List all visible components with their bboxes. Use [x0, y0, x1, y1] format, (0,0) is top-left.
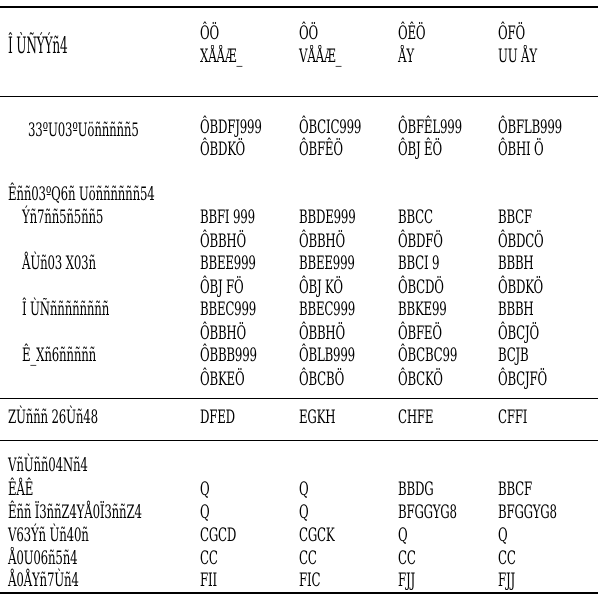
footer-value: BBDG: [398, 478, 434, 500]
row-value: BBKE99: [398, 298, 447, 320]
obs-value: CFFI: [498, 406, 528, 428]
obs-value: DFED: [200, 406, 235, 428]
footer-value: Q: [200, 478, 210, 500]
row-value: ÔBFEÖ: [398, 322, 442, 344]
header-col3-a: ÔÊÖ: [398, 22, 426, 44]
footer-value: FJJ: [398, 569, 416, 591]
footer-value: CC: [398, 547, 416, 569]
row-value: ÔBDFJ999: [200, 116, 262, 138]
row-value: ÔBCDÖ: [398, 276, 444, 298]
row-value: ÔBDKÖ: [498, 276, 543, 298]
section-heading: Êññ03ºQ6ñ Uöññññññ54: [8, 183, 155, 205]
footer-value: CC: [299, 547, 317, 569]
row-value: ÔBFÊÖ: [299, 138, 343, 160]
header-col4-b: UU ÅY: [498, 45, 537, 67]
footer-value: CC: [200, 547, 218, 569]
row-value: BBCI 9: [398, 252, 440, 274]
row-value: ÔBCJFÖ: [498, 368, 547, 390]
footer-value: Q: [299, 478, 309, 500]
header-col1-a: ÔÖ: [200, 22, 219, 44]
row-value: ÔBDFÖ: [398, 230, 443, 252]
row-value: ÔBHI Ö: [498, 138, 544, 160]
row-value: BBBH: [498, 298, 534, 320]
footer-value: CGCK: [299, 524, 335, 546]
footer-label: ÊÅÊ: [8, 478, 34, 500]
footer-value: CC: [498, 547, 516, 569]
row-value: ÔBBHÖ: [299, 230, 345, 252]
header-col2-b: VÅÅÆ_: [299, 45, 342, 67]
footer-value: Q: [498, 524, 508, 546]
row-value: ÔBJ ÊÖ: [398, 138, 442, 160]
row-value: ÔBLB999: [299, 344, 355, 366]
row-value: ÔBFLB999: [498, 116, 562, 138]
footer-label: Å0U06ñ5ñ4: [8, 547, 78, 569]
body-rule: [0, 398, 598, 399]
row-value: ÔBBHÖ: [200, 230, 246, 252]
footer-value: CGCD: [200, 524, 237, 546]
row-value: BBEE999: [200, 252, 256, 274]
header-col4-a: ÔFÖ: [498, 22, 525, 44]
row-value: ÔBDKÖ: [200, 138, 245, 160]
row-value: ÔBJ KÖ: [299, 276, 343, 298]
top-rule: [0, 6, 598, 8]
row-value: BBBH: [498, 252, 534, 274]
obs-rule: [0, 440, 598, 441]
footer-value: FJJ: [498, 569, 516, 591]
row-value: BBFI 999: [200, 206, 255, 228]
footer-label: Å0ÅYñ7Ùñ4: [8, 569, 79, 591]
bottom-rule: [0, 592, 598, 594]
row-value: ÔBCBÖ: [299, 368, 345, 390]
row-value: BBEE999: [299, 252, 355, 274]
obs-label: ZÙñññ 26Ùñ48: [8, 406, 98, 428]
header-rule: [0, 96, 598, 97]
row-label: Ýñ7ññ5ñ5ññ5: [22, 206, 104, 228]
row-label: 33ºU03ºUöñññññ5: [28, 119, 139, 141]
footer-value: BFGGYG8: [498, 501, 557, 523]
row-label: Ê_Xñ6ñññññ: [22, 344, 97, 366]
header-col3-b: ÅY: [398, 45, 414, 67]
footer-value: FII: [200, 569, 217, 591]
footer-label: V63Ýñ Ùñ40ñ: [8, 524, 89, 546]
row-value: BCJB: [498, 344, 529, 366]
footer-value: Q: [398, 524, 408, 546]
row-label: Î ÙÑññññññññ: [22, 298, 110, 320]
row-value: BBCC: [398, 206, 433, 228]
row-value: ÔBBHÖ: [200, 322, 246, 344]
row-value: ÔBDCÖ: [498, 230, 544, 252]
footer-label: Êññ Ï3ññZ4YÅ0Ï3ññZ4: [8, 501, 142, 523]
row-value: BBCF: [498, 206, 532, 228]
row-value: ÔBBHÖ: [299, 322, 345, 344]
row-value: ÔBKEÖ: [200, 368, 245, 390]
row-value: ÔBCKÖ: [398, 368, 443, 390]
header-col2-a: ÔÖ: [299, 22, 318, 44]
row-value: ÔBCBC99: [398, 344, 458, 366]
row-value: ÔBCIC999: [299, 116, 362, 138]
row-value: ÔBCJÖ: [498, 322, 539, 344]
row-value: BBEC999: [299, 298, 356, 320]
row-value: BBDE999: [299, 206, 356, 228]
obs-value: CHFE: [398, 406, 434, 428]
row-value: ÔBFÊL999: [398, 116, 462, 138]
footer-value: Q: [200, 501, 210, 523]
footer-value: FIC: [299, 569, 321, 591]
footer-value: BBCF: [498, 478, 532, 500]
footer-value: Q: [299, 501, 309, 523]
row-value: ÔBBB999: [200, 344, 257, 366]
header-label: Î ÙÑÝÝñ4: [8, 34, 68, 59]
row-value: BBEC999: [200, 298, 257, 320]
footer-value: BFGGYG8: [398, 501, 457, 523]
header-col1-b: XÅÅÆ_: [200, 45, 243, 67]
footer-title: VñÙññ04Nñ4: [8, 454, 88, 476]
obs-value: EGKH: [299, 406, 336, 428]
row-value: ÔBJ FÖ: [200, 276, 244, 298]
row-label: ÅÙñ03 X03ñ: [22, 252, 96, 274]
